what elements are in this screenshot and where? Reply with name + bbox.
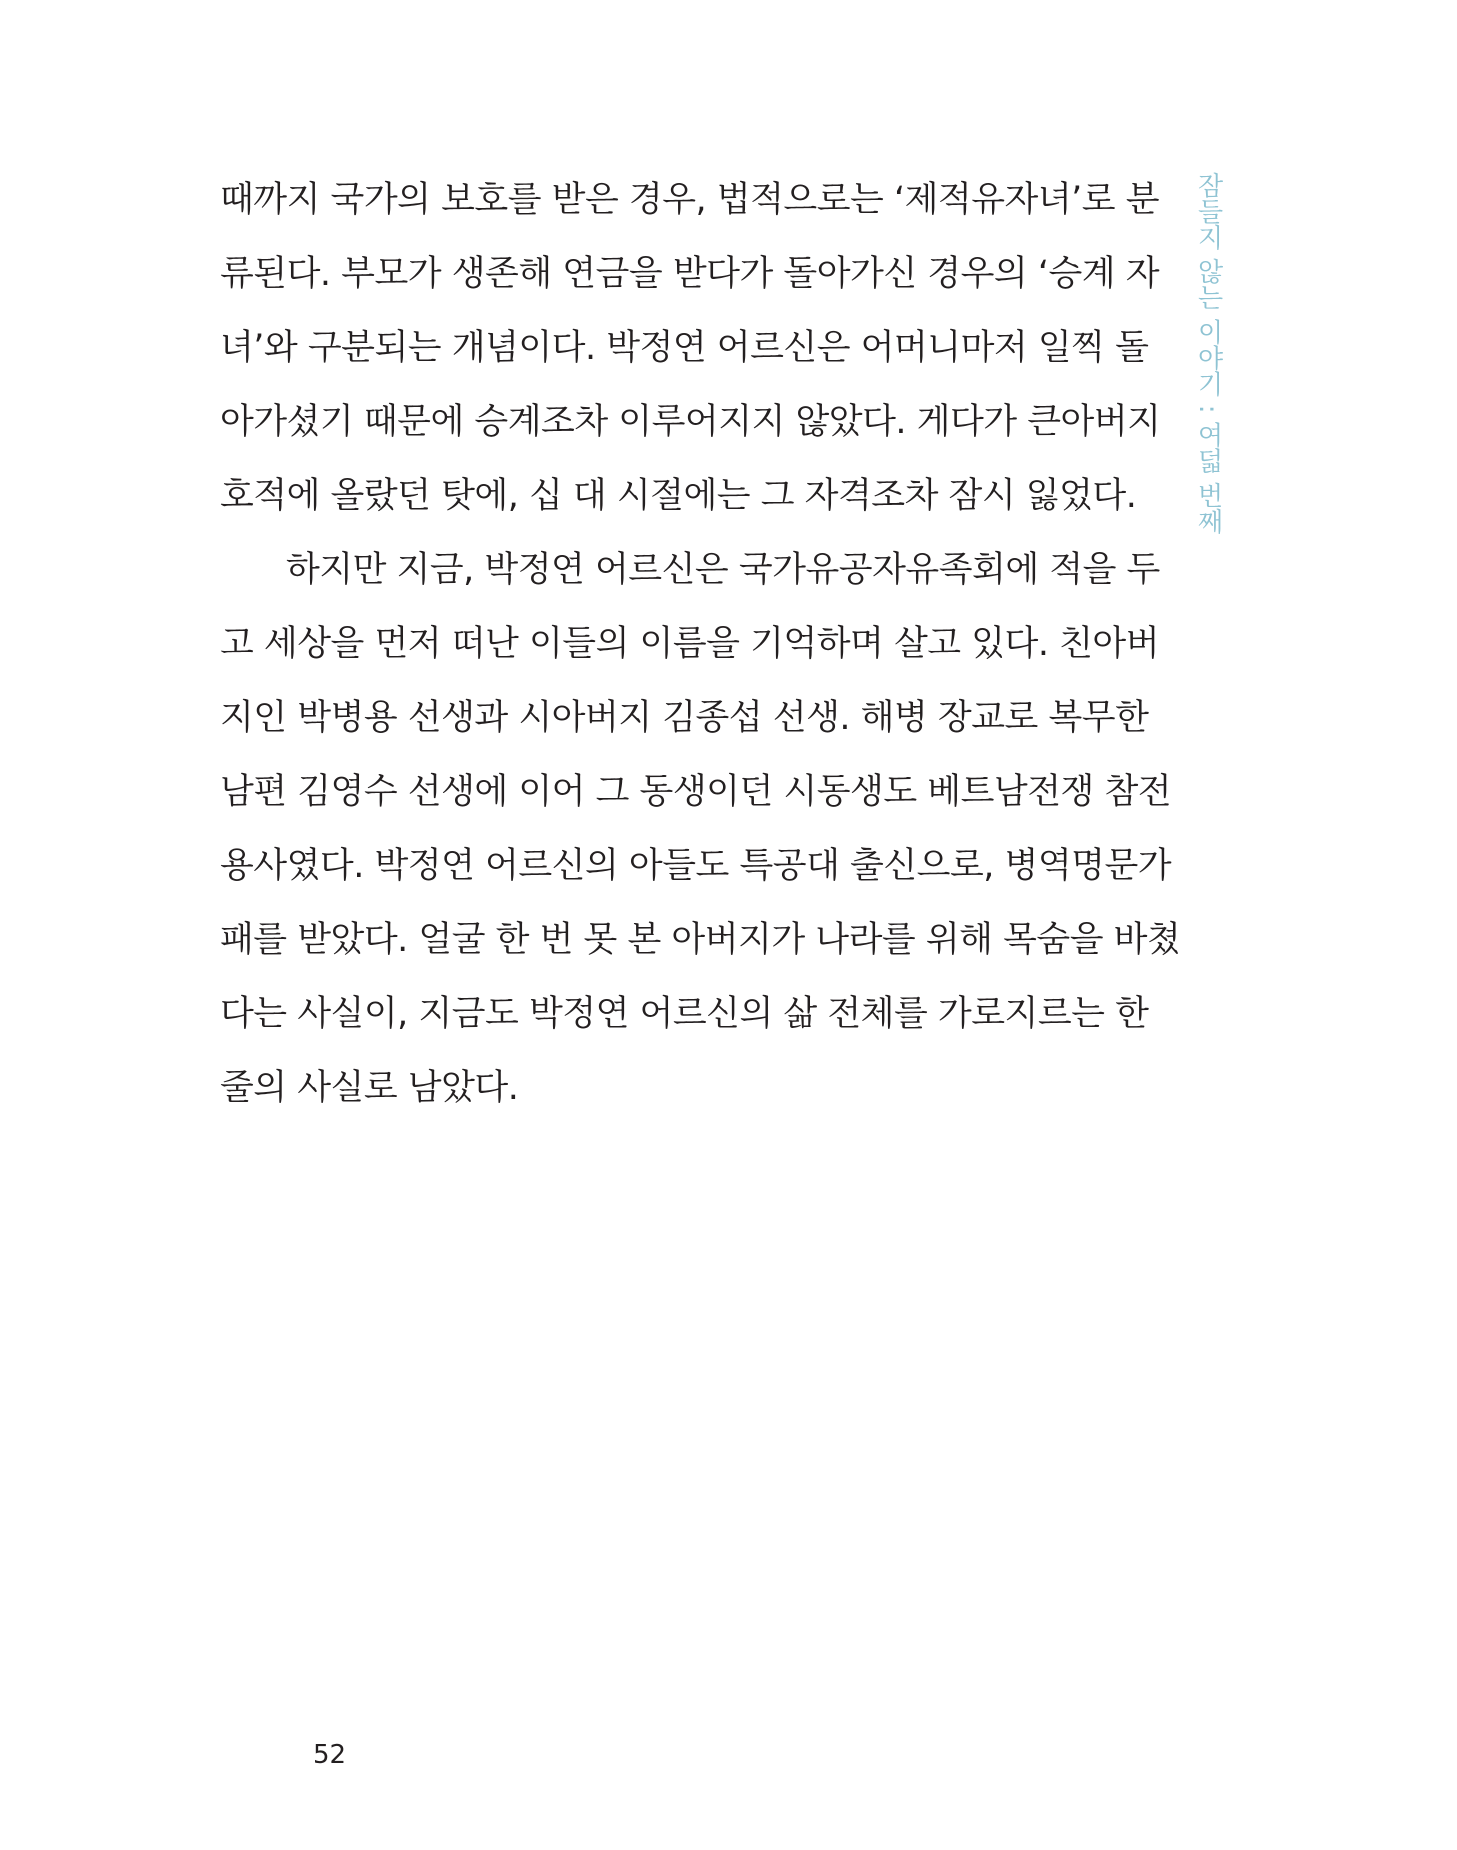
running-head: 잠들지 않는 이야기 : 여덟 번째 [1193,172,1223,535]
paragraph-1-line-1: 때까지 국가의 보호를 받은 경우, 법적으로는 ‘제적유자녀’로 분 [220,180,1160,220]
paragraph-1-line-5: 호적에 올랐던 탓에, 십 대 시절에는 그 자격조차 잠시 잃었다. [220,476,1137,516]
paragraph-1-line-4: 아가셨기 때문에 승계조차 이루어지지 않았다. 게다가 큰아버지 [220,402,1161,442]
body-text [220,163,1181,1125]
page-number: 52 [313,1740,347,1770]
paragraph-2-line-8: 줄의 사실로 남았다. [220,1068,519,1108]
paragraph-2-line-6: 패를 받았다. 얼굴 한 번 못 본 아버지가 나라를 위해 목숨을 바쳤 [220,920,1181,960]
paragraph-2-line-2: 고 세상을 먼저 떠난 이들의 이름을 기억하며 살고 있다. 친아버 [220,624,1160,664]
paragraph-2-line-5: 용사였다. 박정연 어르신의 아들도 특공대 출신으로, 병역명문가 [220,846,1172,886]
paragraph-2-line-3: 지인 박병용 선생과 시아버지 김종섭 선생. 해병 장교로 복무한 [220,698,1149,738]
paragraph-1-line-2: 류된다. 부모가 생존해 연금을 받다가 돌아가신 경우의 ‘승계 자 [220,254,1160,294]
paragraph-1-line-3: 녀’와 구분되는 개념이다. 박정연 어르신은 어머니마저 일찍 돌 [220,328,1149,368]
paragraph-2-line-1: 하지만 지금, 박정연 어르신은 국가유공자유족회에 적을 두 [286,550,1160,590]
paragraph-2-line-4: 남편 김영수 선생에 이어 그 동생이던 시동생도 베트남전쟁 참전 [220,772,1172,812]
paragraph-2-line-7: 다는 사실이, 지금도 박정연 어르신의 삶 전체를 가로지르는 한 [220,994,1149,1034]
